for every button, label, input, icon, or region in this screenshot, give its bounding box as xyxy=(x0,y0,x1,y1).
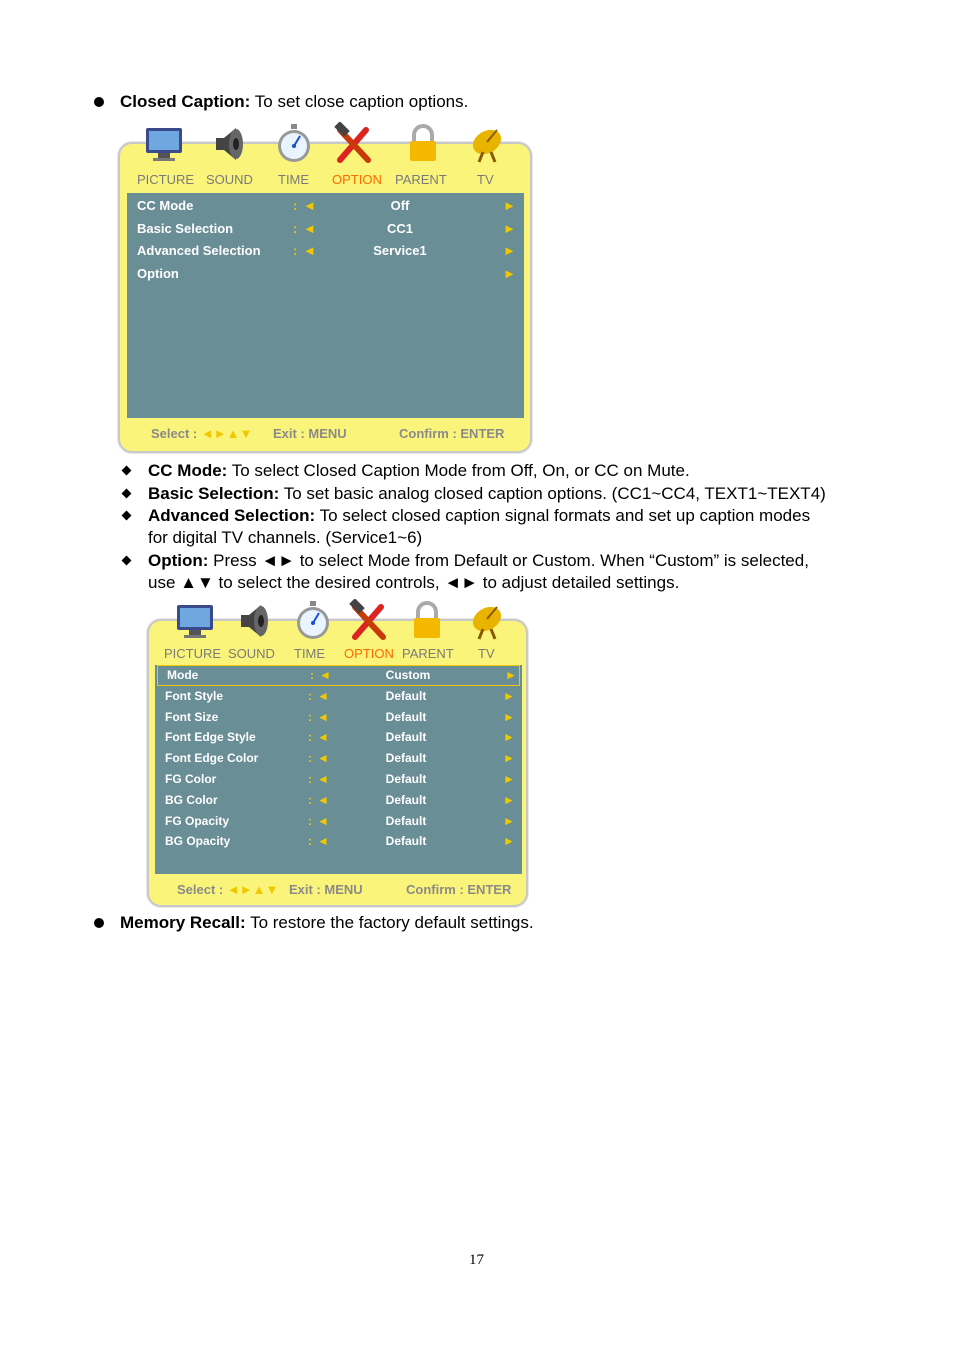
row-value: Default xyxy=(385,751,427,766)
right-arrow-icon[interactable]: ► xyxy=(503,688,515,703)
right-arrow-icon[interactable]: ► xyxy=(503,198,516,213)
tv-monitor-icon[interactable] xyxy=(142,122,186,171)
tab-sound[interactable]: SOUND xyxy=(228,646,275,661)
bullet-dot xyxy=(94,97,104,107)
speaker-icon[interactable] xyxy=(208,122,252,171)
tab-sound[interactable]: SOUND xyxy=(206,172,253,187)
row-colon: : xyxy=(308,709,312,724)
right-arrow-icon[interactable]: ► xyxy=(503,220,516,236)
left-arrow-icon[interactable]: ◄ xyxy=(317,688,329,703)
right-arrow-icon[interactable]: ► xyxy=(503,751,515,766)
tab-tv[interactable]: TV xyxy=(478,646,495,661)
cc-mode-text: To select Closed Caption Mode from Off, On, or CC on Mute. xyxy=(227,461,690,480)
row-colon: : xyxy=(308,834,312,849)
tab-time[interactable]: TIME xyxy=(294,646,326,661)
row-value: Default xyxy=(385,813,427,828)
left-arrow-icon[interactable]: ◄ xyxy=(317,792,329,807)
row-label: Advanced Selection xyxy=(137,243,261,258)
footer-select-label: Select : xyxy=(151,426,198,441)
right-arrow-icon[interactable]: ► xyxy=(503,813,515,828)
osd-panel-option xyxy=(147,597,528,907)
row-value: Custom xyxy=(385,668,431,682)
row-colon: : xyxy=(310,668,314,682)
row-colon: : xyxy=(308,751,312,766)
row-value: Default xyxy=(385,834,427,849)
menu-row[interactable] xyxy=(127,195,524,218)
basic-selection-line xyxy=(148,483,826,505)
diamond-bullet xyxy=(122,489,132,499)
satellite-dish-icon[interactable] xyxy=(465,599,509,648)
row-colon: : xyxy=(308,688,312,703)
footer-confirm-label: Confirm : ENTER xyxy=(399,426,505,441)
row-value: Default xyxy=(385,772,427,786)
row-label: Option xyxy=(137,265,179,281)
row-value: Default xyxy=(385,792,427,807)
menu-row[interactable] xyxy=(155,831,522,852)
stopwatch-icon[interactable] xyxy=(291,599,335,648)
tab-parent[interactable]: PARENT xyxy=(402,646,454,661)
row-label: Font Style xyxy=(165,688,224,703)
diamond-bullet xyxy=(122,511,132,521)
option-title: Option: xyxy=(148,551,209,570)
right-arrow-icon[interactable]: ► xyxy=(505,668,517,682)
row-colon: : xyxy=(308,772,312,786)
tab-time[interactable]: TIME xyxy=(278,172,310,187)
tools-icon[interactable] xyxy=(347,599,391,648)
row-colon: : xyxy=(308,730,312,745)
osd-footer xyxy=(151,426,505,441)
left-arrow-icon[interactable]: ◄ xyxy=(317,813,329,828)
advanced-selection-title: Advanced Selection: xyxy=(148,506,316,525)
menu-row[interactable] xyxy=(155,727,522,748)
row-label: BG Color xyxy=(165,792,218,807)
footer-exit-label: Exit : MENU xyxy=(273,426,347,441)
basic-selection-title: Basic Selection: xyxy=(148,484,280,503)
option-line-2: use ▲▼ to select the desired controls, ◄► to adjust detailed settings. xyxy=(148,573,680,592)
row-colon: : xyxy=(308,813,312,828)
row-label: CC Mode xyxy=(137,198,194,213)
row-label: FG Opacity xyxy=(165,813,230,828)
row-label: Mode xyxy=(167,668,199,682)
advanced-selection-text: To select closed caption signal formats and set up caption modes xyxy=(315,506,811,525)
right-arrow-icon[interactable]: ► xyxy=(503,730,515,745)
basic-selection-text: To set basic analog closed caption options. (CC1~CC4, TEXT1~TEXT4) xyxy=(279,484,826,503)
right-arrow-icon[interactable]: ► xyxy=(503,243,516,258)
row-label: FG Color xyxy=(165,772,217,786)
left-arrow-icon[interactable]: ◄ xyxy=(303,198,316,213)
menu-row[interactable] xyxy=(157,665,520,686)
osd-list xyxy=(127,193,524,418)
left-arrow-icon[interactable]: ◄ xyxy=(317,709,329,724)
left-arrow-icon[interactable]: ◄ xyxy=(319,668,331,682)
row-label: Font Size xyxy=(165,709,219,724)
row-value: Service1 xyxy=(373,243,427,258)
tab-picture[interactable]: PICTURE xyxy=(137,172,195,187)
diamond-bullet xyxy=(122,556,132,566)
cc-mode-title: CC Mode: xyxy=(148,461,228,480)
right-arrow-icon[interactable]: ► xyxy=(503,792,515,807)
footer-confirm-label: Confirm : ENTER xyxy=(406,882,512,897)
row-value: Default xyxy=(385,688,427,703)
left-arrow-icon[interactable]: ◄ xyxy=(317,751,329,766)
menu-row[interactable] xyxy=(155,686,522,707)
memory-recall-text: To restore the factory default settings. xyxy=(245,913,534,932)
left-arrow-icon[interactable]: ◄ xyxy=(317,772,329,786)
advanced-selection-line xyxy=(148,505,810,527)
padlock-icon[interactable] xyxy=(405,599,449,648)
bullet-dot xyxy=(94,918,104,928)
row-colon: : xyxy=(293,198,298,213)
menu-row[interactable] xyxy=(155,707,522,728)
diamond-bullet xyxy=(122,466,132,476)
osd-panel-closed-caption xyxy=(118,120,532,453)
menu-row[interactable] xyxy=(155,811,522,832)
footer-select-label: Select : xyxy=(177,882,224,897)
menu-row[interactable] xyxy=(127,263,524,286)
closed-caption-text: To set close caption options. xyxy=(250,92,469,111)
menu-row[interactable] xyxy=(155,769,522,790)
tv-monitor-icon[interactable] xyxy=(173,599,217,648)
menu-row[interactable] xyxy=(155,790,522,811)
osd-footer xyxy=(177,882,512,897)
advanced-selection-line-2: for digital TV channels. (Service1~6) xyxy=(148,528,423,547)
closed-caption-line xyxy=(120,91,468,113)
row-value: Off xyxy=(390,198,410,213)
footer-nav-arrows-icon: ◄►▲▼ xyxy=(200,426,253,441)
tools-icon[interactable] xyxy=(332,122,376,171)
footer-nav-arrows-icon: ◄►▲▼ xyxy=(226,882,279,897)
row-colon: : xyxy=(293,220,298,236)
row-value: CC1 xyxy=(386,220,413,236)
row-label: BG Opacity xyxy=(165,834,231,849)
footer-exit-label: Exit : MENU xyxy=(289,882,363,897)
menu-row[interactable] xyxy=(155,748,522,769)
right-arrow-icon[interactable]: ► xyxy=(503,709,515,724)
tab-parent[interactable]: PARENT xyxy=(395,172,447,187)
right-arrow-icon[interactable]: ► xyxy=(503,772,515,786)
memory-recall-line xyxy=(120,912,534,934)
closed-caption-title: Closed Caption: xyxy=(120,92,251,111)
row-label: Font Edge Color xyxy=(165,751,259,766)
row-colon: : xyxy=(293,243,298,258)
tab-option[interactable]: OPTION xyxy=(344,646,394,661)
left-arrow-icon[interactable]: ◄ xyxy=(317,730,329,745)
right-arrow-icon[interactable]: ► xyxy=(503,834,515,849)
page-number: 17 xyxy=(469,1252,484,1268)
menu-row[interactable] xyxy=(127,218,524,241)
tab-picture[interactable]: PICTURE xyxy=(164,646,222,661)
cc-mode-line xyxy=(148,460,690,482)
row-value: Default xyxy=(385,730,427,745)
tab-option[interactable]: OPTION xyxy=(332,172,382,187)
stopwatch-icon[interactable] xyxy=(272,122,316,171)
left-arrow-icon[interactable]: ◄ xyxy=(317,834,329,849)
option-text: Press ◄► to select Mode from Default or Custom. When “Custom” is selected, xyxy=(208,551,809,570)
menu-row[interactable] xyxy=(127,240,524,263)
row-label: Basic Selection xyxy=(137,220,234,236)
row-value: Default xyxy=(385,709,427,724)
row-label: Font Edge Style xyxy=(165,730,256,745)
memory-recall-title: Memory Recall: xyxy=(120,913,246,932)
left-arrow-icon[interactable]: ◄ xyxy=(303,243,316,258)
right-arrow-icon[interactable]: ► xyxy=(503,265,516,281)
satellite-dish-icon[interactable] xyxy=(465,122,509,171)
osd-list xyxy=(155,665,522,874)
tab-tv[interactable]: TV xyxy=(477,172,494,187)
option-line xyxy=(148,550,809,572)
speaker-icon[interactable] xyxy=(233,599,277,648)
row-colon: : xyxy=(308,792,312,807)
left-arrow-icon[interactable]: ◄ xyxy=(303,220,316,236)
padlock-icon[interactable] xyxy=(401,122,445,171)
